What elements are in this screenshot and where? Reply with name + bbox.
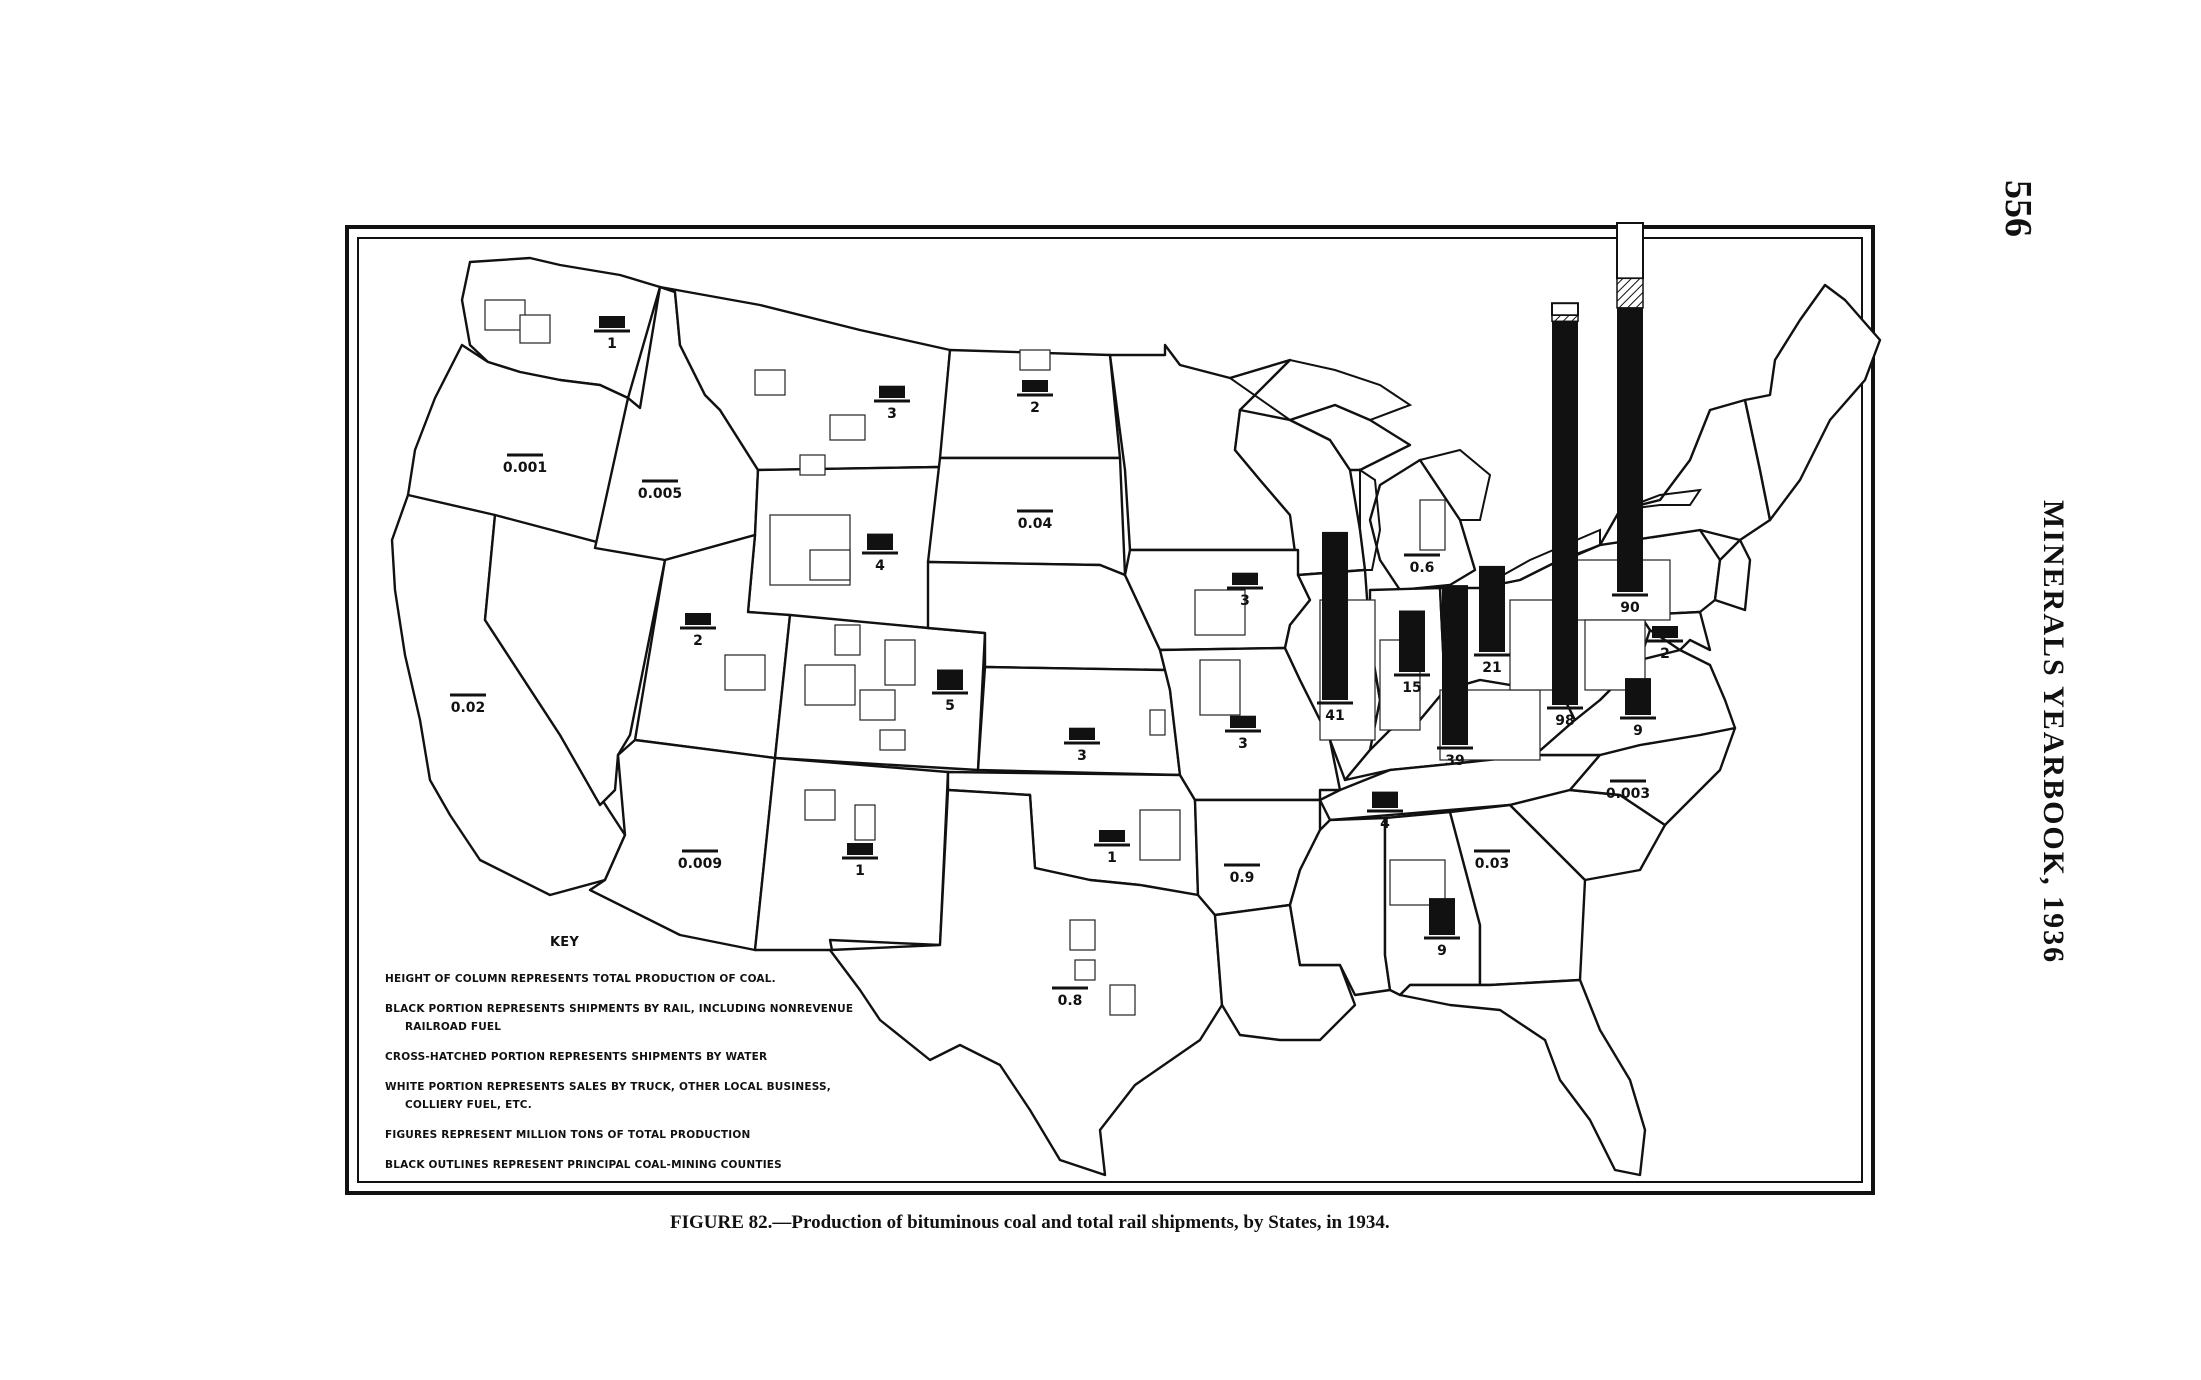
production-label-alabama: 9 — [1437, 943, 1447, 959]
county-outline — [1195, 590, 1245, 635]
county-outline — [800, 455, 825, 475]
column-rail-virginia — [1625, 678, 1651, 715]
column-rail-north-dakota — [1022, 380, 1048, 392]
column-rail-oklahoma — [1099, 830, 1125, 842]
county-outline — [835, 625, 860, 655]
production-label-kentucky: 39 — [1445, 753, 1465, 769]
page-number: 556 — [1997, 180, 2039, 237]
production-label-west-virginia: 98 — [1555, 713, 1575, 729]
county-outline — [755, 370, 785, 395]
county-outline — [860, 690, 895, 720]
production-label-texas: 0.8 — [1057, 993, 1083, 1009]
figure-label: FIGURE 82. — [670, 1212, 773, 1233]
column-water-pennsylvania — [1617, 278, 1643, 308]
production-label-missouri: 3 — [1238, 736, 1248, 752]
key-line-column-height: HEIGHT OF COLUMN REPRESENTS TOTAL PRODUCTION OF COAL. — [385, 973, 776, 985]
production-label-pennsylvania: 90 — [1620, 600, 1640, 616]
production-label-illinois: 41 — [1325, 708, 1345, 724]
county-outline — [805, 790, 835, 820]
county-outline — [1150, 710, 1165, 735]
production-label-virginia: 9 — [1633, 723, 1643, 739]
county-outline — [1020, 350, 1050, 370]
state-new-jersey — [1715, 540, 1750, 610]
column-rail-indiana — [1399, 611, 1425, 673]
column-rail-missouri — [1230, 716, 1256, 728]
production-label-ohio: 21 — [1482, 660, 1502, 676]
county-outline — [1420, 500, 1445, 550]
key-line-railroad-fuel: RAILROAD FUEL — [405, 1021, 502, 1033]
production-label-maryland: 2 — [1660, 646, 1670, 662]
column-rail-washington — [599, 316, 625, 328]
column-white-west-virginia — [1552, 303, 1578, 315]
production-label-montana: 3 — [887, 406, 897, 422]
figure-caption — [670, 1212, 1570, 1234]
county-outline — [855, 805, 875, 840]
production-label-utah: 2 — [693, 633, 703, 649]
production-label-new-mexico: 1 — [855, 863, 865, 879]
production-label-wyoming: 4 — [875, 558, 885, 574]
county-outline — [805, 665, 855, 705]
column-water-west-virginia — [1552, 315, 1578, 321]
column-rail-new-mexico — [847, 843, 873, 855]
column-rail-maryland — [1652, 626, 1678, 638]
production-label-arkansas: 0.9 — [1229, 870, 1255, 886]
state-new-england — [1745, 285, 1880, 520]
key-line-white-portion: WHITE PORTION REPRESENTS SALES BY TRUCK, OTHER LOCAL BUSINESS, — [385, 1081, 831, 1093]
county-outline — [1200, 660, 1240, 715]
key-line-black-outlines: BLACK OUTLINES REPRESENT PRINCIPAL COAL-MINING COUNTIES — [385, 1159, 782, 1171]
production-label-georgia: 0.03 — [1474, 856, 1510, 872]
county-outline — [1110, 985, 1135, 1015]
county-outline — [1075, 960, 1095, 980]
column-rail-colorado — [937, 670, 963, 691]
column-rail-tennessee — [1372, 792, 1398, 808]
column-rail-west-virginia — [1552, 321, 1578, 705]
production-label-idaho: 0.005 — [637, 486, 683, 502]
production-label-colorado: 5 — [945, 698, 955, 714]
county-outline — [810, 550, 850, 580]
county-outline — [885, 640, 915, 685]
state-outlines — [392, 258, 1880, 1175]
production-label-south-dakota: 0.04 — [1017, 516, 1053, 532]
production-label-oklahoma: 1 — [1107, 850, 1117, 866]
column-rail-utah — [685, 613, 711, 625]
production-label-north-dakota: 2 — [1030, 400, 1040, 416]
production-label-washington: 1 — [607, 336, 617, 352]
key-line-figures: FIGURES REPRESENT MILLION TONS OF TOTAL PRODUCTION — [385, 1129, 751, 1141]
column-rail-montana — [879, 386, 905, 398]
production-label-north-carolina: 0.003 — [1605, 786, 1651, 802]
column-rail-ohio — [1479, 566, 1505, 652]
production-label-tennessee: 4 — [1380, 816, 1390, 832]
county-outline — [1070, 920, 1095, 950]
production-label-oregon: 0.001 — [502, 460, 548, 476]
county-outline — [520, 315, 550, 343]
key-title: KEY — [550, 935, 579, 950]
running-head: MINERALS YEARBOOK, 1936 — [2037, 500, 2070, 965]
column-rail-kansas — [1069, 728, 1095, 740]
county-outline — [830, 415, 865, 440]
column-rail-pennsylvania — [1617, 308, 1643, 592]
state-florida — [1400, 980, 1645, 1175]
production-label-kansas: 3 — [1077, 748, 1087, 764]
column-rail-alabama — [1429, 898, 1455, 935]
production-label-michigan: 0.6 — [1409, 560, 1435, 576]
column-rail-illinois — [1322, 532, 1348, 700]
production-label-arizona: 0.009 — [677, 856, 723, 872]
county-outline — [1140, 810, 1180, 860]
figure-caption-text: —Production of bituminous coal and total rail shipments, by States, in 1934. — [772, 1212, 1390, 1233]
column-rail-wyoming — [867, 534, 893, 550]
production-label-california: 0.02 — [450, 700, 486, 716]
key-line-black-portion: BLACK PORTION REPRESENTS SHIPMENTS BY RAIL, INCLUDING NONREVENUE — [385, 1003, 854, 1015]
key-line-cross-hatched: CROSS-HATCHED PORTION REPRESENTS SHIPMENTS BY WATER — [385, 1051, 768, 1063]
column-rail-iowa — [1232, 573, 1258, 585]
column-white-pennsylvania — [1617, 223, 1643, 278]
county-outline — [880, 730, 905, 750]
county-outline — [485, 300, 525, 330]
production-label-iowa: 3 — [1240, 593, 1250, 609]
county-outline — [725, 655, 765, 690]
column-rail-kentucky — [1442, 585, 1468, 745]
key-line-colliery-fuel: COLLIERY FUEL, ETC. — [405, 1099, 532, 1111]
production-label-indiana: 15 — [1402, 680, 1422, 696]
